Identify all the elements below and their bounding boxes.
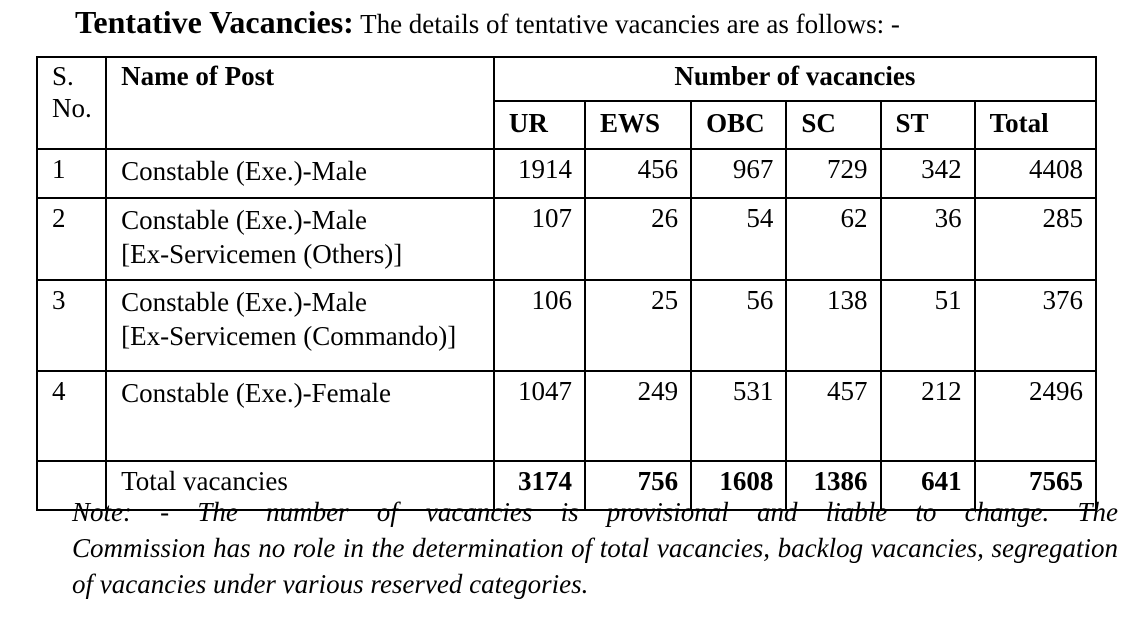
total-obc: 1608	[691, 461, 786, 510]
row-sno: 3	[37, 280, 106, 371]
cell-st: 51	[881, 280, 975, 371]
header-obc: OBC	[691, 101, 786, 149]
total-st: 641	[881, 461, 975, 510]
post-name-line: Constable (Exe.)-Male	[121, 287, 368, 317]
cell-st: 342	[881, 149, 975, 198]
cell-total: 2496	[975, 371, 1096, 461]
row-sno: 1	[37, 149, 106, 198]
cell-ews: 456	[585, 149, 691, 198]
table-row	[37, 198, 1096, 280]
cell-ur: 107	[494, 198, 585, 280]
table-header-row	[37, 57, 1096, 101]
note-paragraph	[72, 494, 1118, 602]
cell-total: 376	[975, 280, 1096, 371]
cell-ews: 25	[585, 280, 691, 371]
note-line-1: Note: - The number of vacancies is provisional and liable to change. The	[72, 497, 1118, 527]
cell-obc: 967	[691, 149, 786, 198]
row-post-name	[106, 371, 494, 461]
table-row	[37, 149, 1096, 198]
header-sno: S. No.	[37, 57, 106, 149]
row-sno: 2	[37, 198, 106, 280]
total-ews: 756	[585, 461, 691, 510]
post-name-line-2: [Ex-Servicemen (Others)]	[121, 239, 403, 269]
note-rest: Commission has no role in the determination of total vacancies, backlog vacancies, segregation of vacancies under various reserved categories.	[72, 533, 1118, 599]
row-post-name	[106, 280, 494, 371]
cell-total: 285	[975, 198, 1096, 280]
cell-sc: 457	[786, 371, 880, 461]
header-ur: UR	[494, 101, 585, 149]
header-ews: EWS	[585, 101, 691, 149]
total-total: 7565	[975, 461, 1096, 510]
cell-ur: 1047	[494, 371, 585, 461]
table-row	[37, 371, 1096, 461]
post-name-line: Constable (Exe.)-Male	[121, 156, 368, 186]
header-sc: SC	[786, 101, 880, 149]
post-name-line: Constable (Exe.)-Female	[121, 378, 392, 408]
cell-ews: 249	[585, 371, 691, 461]
cell-total: 4408	[975, 149, 1096, 198]
table-row	[37, 280, 1096, 371]
post-name-line: Constable (Exe.)-Male	[121, 205, 368, 235]
cell-st: 36	[881, 198, 975, 280]
cell-obc: 54	[691, 198, 786, 280]
cell-sc: 62	[786, 198, 880, 280]
header-total: Total	[975, 101, 1096, 149]
vacancies-table	[36, 56, 1097, 511]
row-post-name	[106, 198, 494, 280]
cell-ews: 26	[585, 198, 691, 280]
cell-obc: 531	[691, 371, 786, 461]
total-ur: 3174	[494, 461, 585, 510]
section-heading-title: Tentative Vacancies:	[75, 4, 354, 40]
total-sc: 1386	[786, 461, 880, 510]
cell-sc: 729	[786, 149, 880, 198]
row-post-name	[106, 149, 494, 198]
total-row-label: Total vacancies	[106, 461, 494, 510]
row-sno: 4	[37, 371, 106, 461]
cell-st: 212	[881, 371, 975, 461]
cell-sc: 138	[786, 280, 880, 371]
section-heading-description: The details of tentative vacancies are as follows: -	[360, 9, 900, 39]
section-heading	[75, 2, 900, 44]
cell-ur: 1914	[494, 149, 585, 198]
post-name-line-2: [Ex-Servicemen (Commando)]	[121, 321, 457, 351]
cell-obc: 56	[691, 280, 786, 371]
header-post-name: Name of Post	[106, 57, 494, 149]
header-st: ST	[881, 101, 975, 149]
header-number-of-vacancies: Number of vacancies	[494, 57, 1096, 101]
cell-ur: 106	[494, 280, 585, 371]
